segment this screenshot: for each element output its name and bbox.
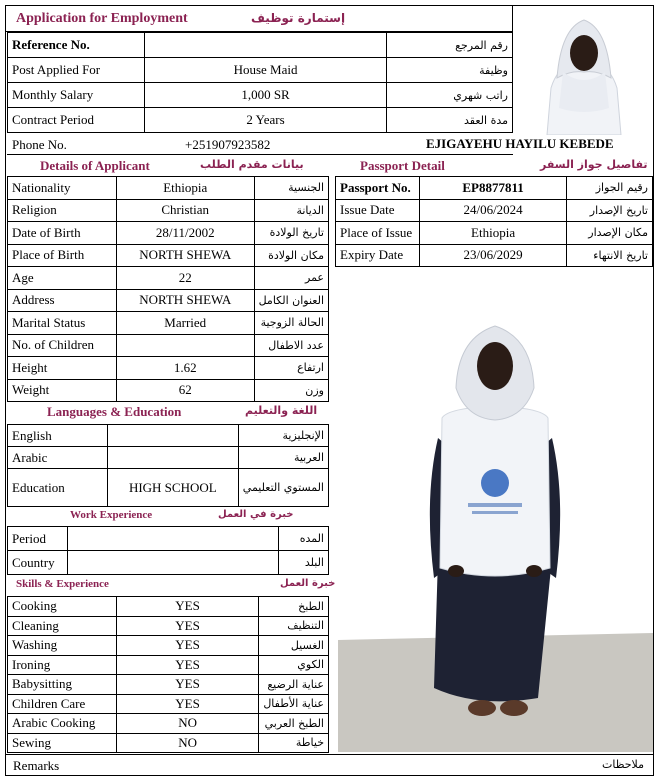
work-table: [7, 526, 329, 575]
skill-label-ar: الكوي: [259, 655, 329, 675]
skill-value: YES: [116, 597, 258, 617]
top-label: Reference No.: [8, 33, 145, 58]
passport-title-ar: تفاصيل جواز السفر: [540, 158, 648, 171]
applicant-value: Ethiopia: [116, 177, 254, 200]
passport-label: Expiry Date: [336, 244, 420, 267]
work-label-ar: المده: [279, 527, 329, 551]
passport-label: Place of Issue: [336, 222, 420, 245]
skill-value: YES: [116, 675, 258, 695]
applicant-value: 62: [116, 379, 254, 402]
language-row: [8, 469, 329, 507]
skill-label: Cooking: [8, 597, 117, 617]
top-value: 1,000 SR: [144, 83, 386, 108]
candidate-photo-full: [338, 268, 653, 752]
applicant-label-ar: تاريخ الولادة: [254, 222, 328, 245]
applicant-label: Religion: [8, 199, 117, 222]
work-label: Country: [8, 551, 68, 575]
skill-label: Babysitting: [8, 675, 117, 695]
passport-value: 24/06/2024: [419, 199, 566, 222]
applicant-label-ar: ارتفاع: [254, 357, 328, 380]
applicant-label: Address: [8, 289, 117, 312]
top-table: [7, 32, 513, 133]
skill-label: Arabic Cooking: [8, 714, 117, 734]
work-title-ar: خبرة في العمل: [218, 509, 294, 520]
top-label-ar: رقم المرجع: [387, 33, 513, 58]
applicant-row: [8, 177, 329, 200]
applicant-value: 28/11/2002: [116, 222, 254, 245]
applicant-label-ar: وزن: [254, 379, 328, 402]
skill-label-ar: عناية الأطفال: [259, 694, 329, 714]
skill-label: Washing: [8, 636, 117, 656]
applicant-label: Nationality: [8, 177, 117, 200]
skill-row: [8, 616, 329, 636]
top-label-ar: مدة العقد: [387, 108, 513, 133]
applicant-label: Height: [8, 357, 117, 380]
applicant-value: [116, 334, 254, 357]
title-ar: إستمارة توظيف: [251, 11, 346, 25]
applicant-row: [8, 379, 329, 402]
languages-table: [7, 424, 329, 507]
applicant-value: 22: [116, 267, 254, 290]
skill-label: Ironing: [8, 655, 117, 675]
passport-label-ar: تاريخ الإصدار: [567, 199, 653, 222]
skill-value: YES: [116, 694, 258, 714]
applicant-label-ar: الحالة الزوجية: [254, 312, 328, 335]
skill-label: Sewing: [8, 733, 117, 753]
work-value: [67, 527, 278, 551]
top-value: House Maid: [144, 58, 386, 83]
applicant-row: [8, 222, 329, 245]
applicant-row: [8, 267, 329, 290]
work-label: Period: [8, 527, 68, 551]
language-label: Education: [8, 469, 108, 507]
header-bar: [5, 5, 513, 32]
top-label-ar: وظيفة: [387, 58, 513, 83]
skill-label-ar: خياطة: [259, 733, 329, 753]
top-row: [8, 83, 513, 108]
title-en: Application for Employment: [16, 11, 188, 26]
candidate-name: EJIGAYEHU HAYILU KEBEDE: [426, 136, 614, 151]
skill-label-ar: عناية الرضيع: [259, 675, 329, 695]
language-label-ar: الإنجليزية: [238, 425, 328, 447]
applicant-title-en: Details of Applicant: [40, 158, 150, 173]
language-label-ar: المستوي التعليمي: [238, 469, 328, 507]
top-value: 2 Years: [144, 108, 386, 133]
top-label-ar: راتب شهري: [387, 83, 513, 108]
skill-value: NO: [116, 714, 258, 734]
passport-table: [335, 176, 653, 267]
skill-row: [8, 714, 329, 734]
skill-row: [8, 733, 329, 753]
language-row: [8, 425, 329, 447]
full-body-image: [338, 268, 653, 752]
applicant-label: Date of Birth: [8, 222, 117, 245]
passport-label-ar: مكان الإصدار: [567, 222, 653, 245]
language-value: [107, 447, 238, 469]
applicant-row: [8, 312, 329, 335]
skills-title-ar: خبرة العمل: [280, 578, 336, 589]
passport-row: [336, 222, 653, 245]
applicant-row: [8, 199, 329, 222]
work-value: [67, 551, 278, 575]
applicant-value: Married: [116, 312, 254, 335]
top-value: [144, 33, 386, 58]
top-label: Contract Period: [8, 108, 145, 133]
applicant-row: [8, 334, 329, 357]
remarks-row: [5, 754, 654, 776]
applicant-title-ar: بيانات مقدم الطلب: [200, 158, 304, 171]
skill-label-ar: الغسيل: [259, 636, 329, 656]
applicant-value: 1.62: [116, 357, 254, 380]
passport-row: [336, 244, 653, 267]
top-row: [8, 58, 513, 83]
applicant-label-ar: الجنسية: [254, 177, 328, 200]
skill-label-ar: التنظيف: [259, 616, 329, 636]
phone-value: +251907923582: [185, 137, 271, 152]
phone-label: Phone No.: [12, 137, 67, 152]
passport-value: Ethiopia: [419, 222, 566, 245]
work-row: [8, 527, 329, 551]
passport-label: Issue Date: [336, 199, 420, 222]
languages-title-ar: اللغة والتعليم: [245, 404, 318, 417]
passport-value: EP8877811: [419, 177, 566, 200]
skill-row: [8, 675, 329, 695]
passport-value: 23/06/2029: [419, 244, 566, 267]
skill-row: [8, 655, 329, 675]
passport-label-ar: تاريخ الانتهاء: [567, 244, 653, 267]
top-row: [8, 108, 513, 133]
languages-title-en: Languages & Education: [47, 404, 182, 419]
skill-label-ar: الطبخ العربي: [259, 714, 329, 734]
applicant-label-ar: عدد الاطفال: [254, 334, 328, 357]
applicant-label: Age: [8, 267, 117, 290]
top-label: Post Applied For: [8, 58, 145, 83]
passport-title-en: Passport Detail: [360, 158, 445, 173]
skill-value: YES: [116, 616, 258, 636]
skill-value: YES: [116, 636, 258, 656]
language-value: [107, 425, 238, 447]
language-row: [8, 447, 329, 469]
skill-label-ar: الطبخ: [259, 597, 329, 617]
applicant-row: [8, 357, 329, 380]
work-row: [8, 551, 329, 575]
skill-label: Cleaning: [8, 616, 117, 636]
applicant-label-ar: الديانة: [254, 199, 328, 222]
language-label: Arabic: [8, 447, 108, 469]
skill-row: [8, 597, 329, 617]
applicant-value: NORTH SHEWA: [116, 244, 254, 267]
top-row: [8, 33, 513, 58]
applicant-table: [7, 176, 329, 402]
passport-row: [336, 199, 653, 222]
applicant-row: [8, 289, 329, 312]
applicant-label: Marital Status: [8, 312, 117, 335]
remarks-label-ar: ملاحظات: [602, 758, 644, 771]
applicant-label: Place of Birth: [8, 244, 117, 267]
applicant-label: Weight: [8, 379, 117, 402]
skill-row: [8, 694, 329, 714]
applicant-label: No. of Children: [8, 334, 117, 357]
applicant-value: NORTH SHEWA: [116, 289, 254, 312]
divider: [7, 154, 513, 155]
candidate-photo-small: [517, 8, 651, 135]
passport-label-ar: رقيم الجواز: [567, 177, 653, 200]
applicant-label-ar: مكان الولادة: [254, 244, 328, 267]
language-label: English: [8, 425, 108, 447]
applicant-label-ar: عمر: [254, 267, 328, 290]
language-label-ar: العربية: [238, 447, 328, 469]
skills-table: [7, 596, 329, 753]
skill-value: YES: [116, 655, 258, 675]
work-label-ar: البلد: [279, 551, 329, 575]
applicant-label-ar: العنوان الكامل: [254, 289, 328, 312]
work-title-en: Work Experience: [70, 509, 153, 521]
passport-label: Passport No.: [336, 177, 420, 200]
portrait-image: [517, 8, 651, 135]
applicant-row: [8, 244, 329, 267]
language-value: HIGH SCHOOL: [107, 469, 238, 507]
applicant-value: Christian: [116, 199, 254, 222]
skill-value: NO: [116, 733, 258, 753]
skill-label: Children Care: [8, 694, 117, 714]
skill-row: [8, 636, 329, 656]
passport-row: [336, 177, 653, 200]
top-label: Monthly Salary: [8, 83, 145, 108]
remarks-label: Remarks: [13, 758, 60, 773]
skills-title-en: Skills & Experience: [16, 578, 109, 590]
